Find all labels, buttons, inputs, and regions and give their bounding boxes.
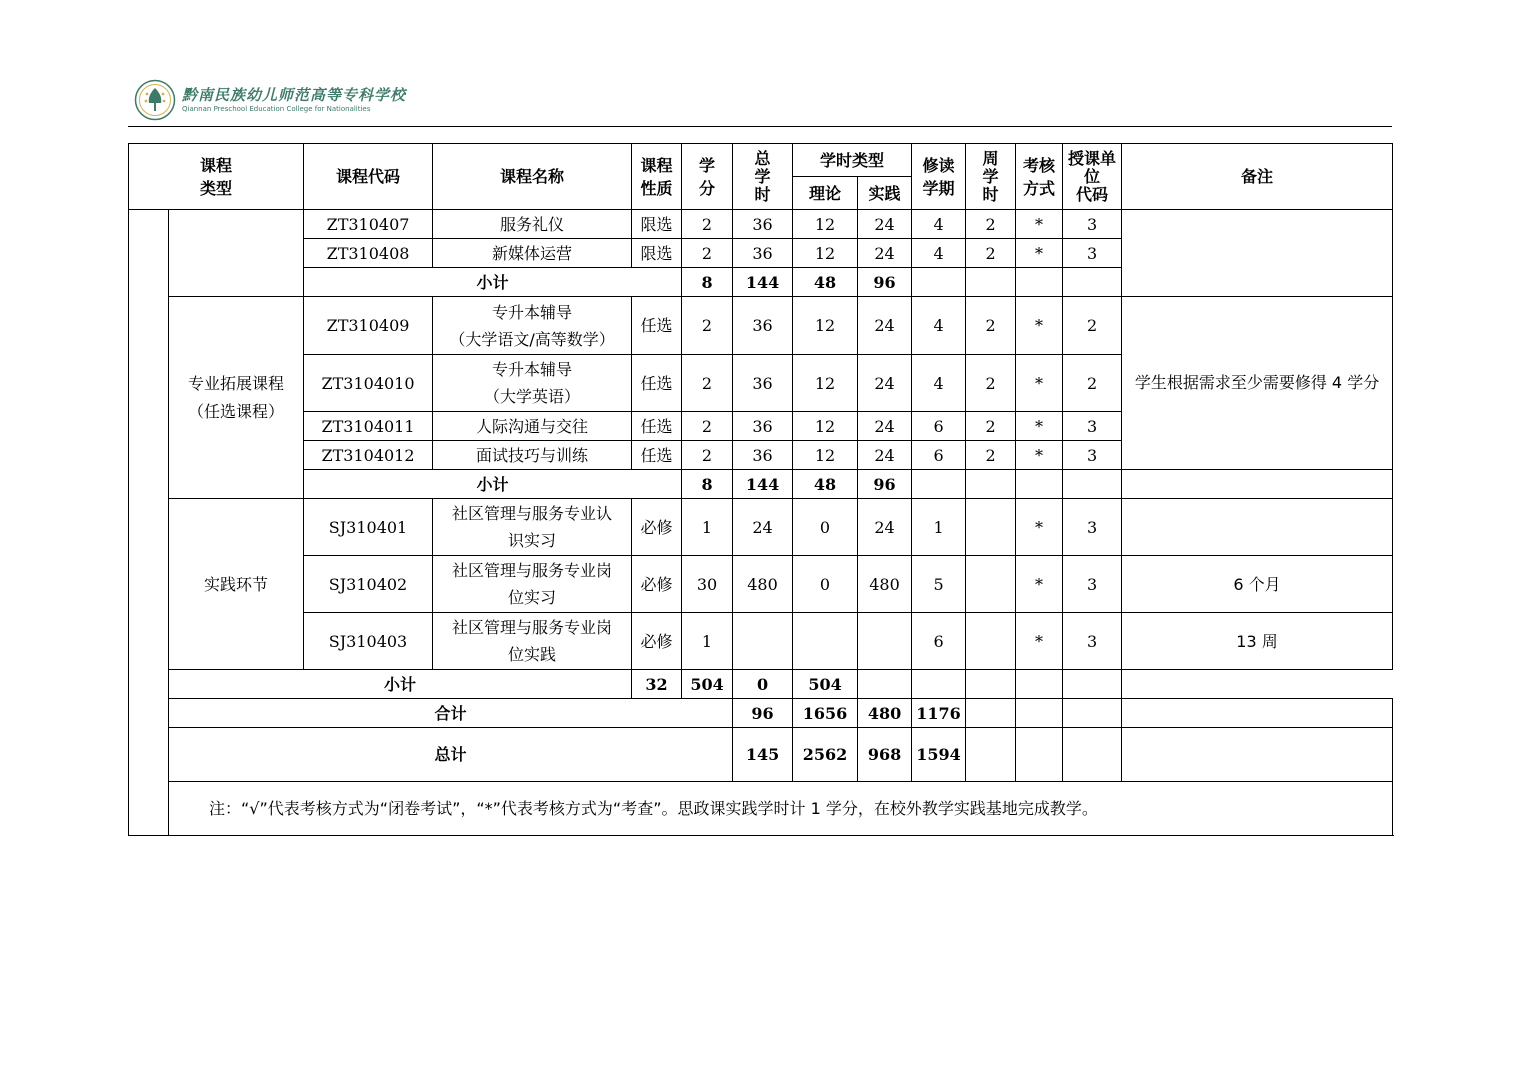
exam-method: * <box>1016 412 1063 441</box>
course-nature: 任选 <box>632 297 682 355</box>
weekly-hours: 2 <box>966 210 1016 239</box>
semester: 4 <box>912 355 966 412</box>
course-name: 服务礼仪 <box>433 210 632 239</box>
unit-code: 3 <box>1063 556 1122 613</box>
course-name: 专升本辅导 （大学英语） <box>433 355 632 412</box>
subtotal-practice: 504 <box>793 670 858 699</box>
theory-hours: 12 <box>793 355 858 412</box>
theory-hours: 12 <box>793 412 858 441</box>
semester: 4 <box>912 210 966 239</box>
theory-hours: 12 <box>793 297 858 355</box>
table-row <box>129 499 1393 556</box>
weekly-hours <box>966 556 1016 613</box>
subtotal-total-hours: 144 <box>733 268 793 297</box>
header-course-type: 课程 类型 <box>129 144 304 210</box>
theory-hours: 12 <box>793 441 858 470</box>
course-code: ZT3104010 <box>304 355 433 412</box>
header-remarks: 备注 <box>1122 144 1393 210</box>
subtotal-label: 小计 <box>304 470 682 499</box>
unit-code: 3 <box>1063 210 1122 239</box>
header-course-code: 课程代码 <box>304 144 433 210</box>
header-course-nature: 课程 性质 <box>632 144 682 210</box>
unit-code: 3 <box>1063 412 1122 441</box>
unit-code: 3 <box>1063 239 1122 268</box>
practice-hours: 24 <box>858 239 912 268</box>
unit-code: 3 <box>1063 499 1122 556</box>
practice-hours: 24 <box>858 412 912 441</box>
sum-row <box>129 699 1393 728</box>
course-plan-table <box>128 143 1393 836</box>
subtotal-total-hours: 504 <box>682 670 733 699</box>
table-row <box>129 210 1393 239</box>
credits: 30 <box>682 556 733 613</box>
practice-hours: 24 <box>858 441 912 470</box>
theory-hours: 0 <box>793 499 858 556</box>
school-name-cn: 黔南民族幼儿师范高等专科学校 <box>182 86 407 104</box>
course-nature: 任选 <box>632 441 682 470</box>
practice-hours: 24 <box>858 297 912 355</box>
practice-hours: 24 <box>858 355 912 412</box>
course-name: 人际沟通与交往 <box>433 412 632 441</box>
subtotal-theory: 48 <box>793 268 858 297</box>
grand-total-row <box>129 728 1393 782</box>
sum-practice: 1176 <box>912 699 966 728</box>
row-remark: 6 个月 <box>1122 556 1393 613</box>
header-course-name: 课程名称 <box>433 144 632 210</box>
weekly-hours <box>966 613 1016 670</box>
exam-method: * <box>1016 499 1063 556</box>
subtotal-credits: 8 <box>682 268 733 297</box>
practice-hours: 24 <box>858 210 912 239</box>
grand-total-theory: 968 <box>858 728 912 782</box>
note-row <box>129 782 1393 836</box>
course-code: SJ310403 <box>304 613 433 670</box>
theory-hours <box>793 613 858 670</box>
practice-hours: 480 <box>858 556 912 613</box>
header-practice: 实践 <box>858 177 912 210</box>
subtotal-theory: 0 <box>733 670 793 699</box>
header-unit-code: 授课单 位 代码 <box>1063 144 1122 210</box>
course-nature: 任选 <box>632 355 682 412</box>
weekly-hours: 2 <box>966 297 1016 355</box>
subtotal-total-hours: 144 <box>733 470 793 499</box>
subtotal-label: 小计 <box>169 670 632 699</box>
theory-hours: 12 <box>793 239 858 268</box>
course-code: ZT3104012 <box>304 441 433 470</box>
weekly-hours: 2 <box>966 355 1016 412</box>
exam-method: * <box>1016 355 1063 412</box>
course-name: 社区管理与服务专业认 识实习 <box>433 499 632 556</box>
semester: 4 <box>912 239 966 268</box>
subtotal-theory: 48 <box>793 470 858 499</box>
grand-total-credits: 145 <box>733 728 793 782</box>
course-nature: 任选 <box>632 412 682 441</box>
header-theory: 理论 <box>793 177 858 210</box>
semester: 6 <box>912 412 966 441</box>
credits: 2 <box>682 355 733 412</box>
total-hours: 36 <box>733 441 793 470</box>
subtotal-practice: 96 <box>858 470 912 499</box>
weekly-hours: 2 <box>966 441 1016 470</box>
unit-code: 2 <box>1063 297 1122 355</box>
semester: 6 <box>912 441 966 470</box>
header-total-hours: 总 学 时 <box>733 144 793 210</box>
grand-total-label: 总计 <box>169 728 733 782</box>
course-code: SJ310401 <box>304 499 433 556</box>
row-remark <box>1122 499 1393 556</box>
total-hours: 36 <box>733 355 793 412</box>
total-hours: 36 <box>733 210 793 239</box>
extension-remark: 学生根据需求至少需要修得 4 学分 <box>1122 297 1393 470</box>
practice-hours: 24 <box>858 499 912 556</box>
limited-elective-group-cell <box>169 210 304 297</box>
semester: 4 <box>912 297 966 355</box>
row-remark: 13 周 <box>1122 613 1393 670</box>
credits: 1 <box>682 613 733 670</box>
header-hour-type: 学时类型 <box>793 144 912 177</box>
unit-code: 2 <box>1063 355 1122 412</box>
course-nature: 限选 <box>632 210 682 239</box>
document-header <box>128 72 1392 127</box>
semester: 5 <box>912 556 966 613</box>
total-hours <box>733 613 793 670</box>
credits: 2 <box>682 441 733 470</box>
subtotal-credits: 8 <box>682 470 733 499</box>
sum-label: 合计 <box>169 699 733 728</box>
theory-hours: 0 <box>793 556 858 613</box>
practice-hours <box>858 613 912 670</box>
header-weekly-hours: 周 学 时 <box>966 144 1016 210</box>
weekly-hours: 2 <box>966 412 1016 441</box>
exam-method: * <box>1016 613 1063 670</box>
header-semester: 修读 学期 <box>912 144 966 210</box>
course-nature: 必修 <box>632 556 682 613</box>
outer-category-cell <box>129 210 169 836</box>
weekly-hours: 2 <box>966 239 1016 268</box>
group-label-practice: 实践环节 <box>169 499 304 670</box>
header-divider <box>128 126 1392 127</box>
table-note: 注：“√”代表考核方式为“闭卷考试”，“*”代表考核方式为“考查”。思政课实践学时计 1 学分，在校外教学实践基地完成教学。 <box>169 782 1393 836</box>
exam-method: * <box>1016 441 1063 470</box>
course-name: 专升本辅导 （大学语文/高等数学） <box>433 297 632 355</box>
credits: 2 <box>682 412 733 441</box>
theory-hours: 12 <box>793 210 858 239</box>
semester: 6 <box>912 613 966 670</box>
course-code: ZT3104011 <box>304 412 433 441</box>
header-exam-method: 考核 方式 <box>1016 144 1063 210</box>
course-code: ZT310407 <box>304 210 433 239</box>
total-hours: 480 <box>733 556 793 613</box>
course-name: 社区管理与服务专业岗 位实习 <box>433 556 632 613</box>
credits: 2 <box>682 210 733 239</box>
remark-cell <box>1122 210 1393 297</box>
sum-total-hours: 1656 <box>793 699 858 728</box>
course-name: 面试技巧与训练 <box>433 441 632 470</box>
semester: 1 <box>912 499 966 556</box>
credits: 1 <box>682 499 733 556</box>
course-nature: 必修 <box>632 613 682 670</box>
total-hours: 36 <box>733 412 793 441</box>
course-code: SJ310402 <box>304 556 433 613</box>
exam-method: * <box>1016 210 1063 239</box>
course-name: 新媒体运营 <box>433 239 632 268</box>
subtotal-row <box>129 470 1393 499</box>
group-label-extension: 专业拓展课程 （任选课程） <box>169 297 304 499</box>
sum-theory: 480 <box>858 699 912 728</box>
exam-method: * <box>1016 297 1063 355</box>
course-code: ZT310408 <box>304 239 433 268</box>
weekly-hours <box>966 499 1016 556</box>
table-row <box>129 613 1393 670</box>
unit-code: 3 <box>1063 441 1122 470</box>
total-hours: 24 <box>733 499 793 556</box>
course-nature: 限选 <box>632 239 682 268</box>
exam-method: * <box>1016 556 1063 613</box>
credits: 2 <box>682 297 733 355</box>
subtotal-practice: 96 <box>858 268 912 297</box>
credits: 2 <box>682 239 733 268</box>
course-code: ZT310409 <box>304 297 433 355</box>
school-logo-icon <box>134 79 176 121</box>
subtotal-credits: 32 <box>632 670 682 699</box>
total-hours: 36 <box>733 297 793 355</box>
exam-method: * <box>1016 239 1063 268</box>
subtotal-label: 小计 <box>304 268 682 297</box>
school-name-en: Qiannan Preschool Education College for Nationalities <box>182 105 371 113</box>
course-nature: 必修 <box>632 499 682 556</box>
table-row <box>129 556 1393 613</box>
header-credits: 学 分 <box>682 144 733 210</box>
subtotal-row <box>129 670 1393 699</box>
grand-total-practice: 1594 <box>912 728 966 782</box>
unit-code: 3 <box>1063 613 1122 670</box>
table-row <box>129 297 1393 355</box>
total-hours: 36 <box>733 239 793 268</box>
sum-credits: 96 <box>733 699 793 728</box>
grand-total-hours: 2562 <box>793 728 858 782</box>
course-name: 社区管理与服务专业岗 位实践 <box>433 613 632 670</box>
